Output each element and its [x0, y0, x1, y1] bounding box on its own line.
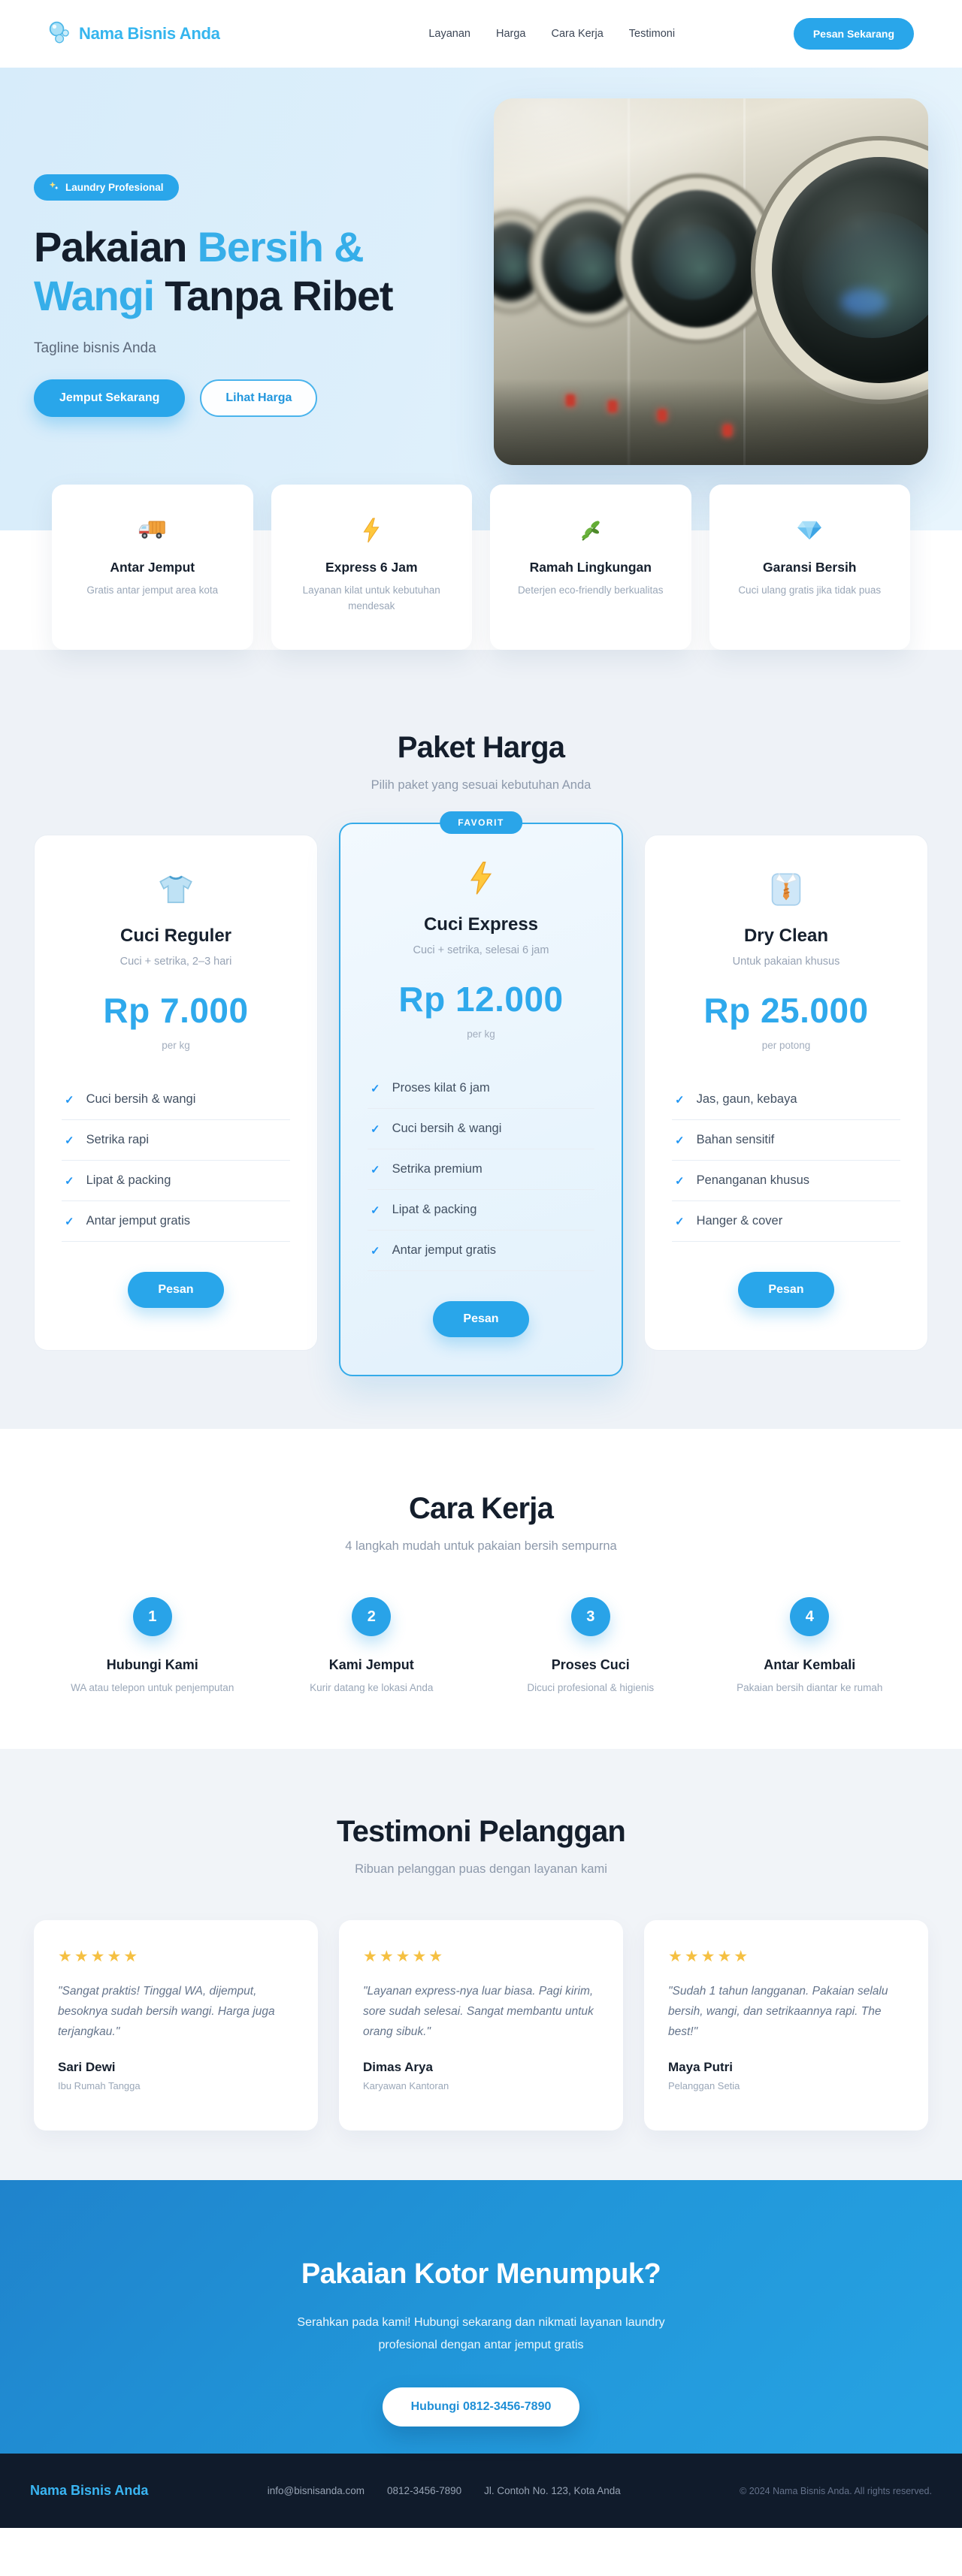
feature-card-antar-jemput [52, 485, 253, 650]
indicator-light [566, 394, 575, 406]
hero-badge [34, 174, 179, 201]
footer-phone: 0812-3456-7890 [387, 2485, 462, 2497]
testimonial-name: Maya Putri [668, 2060, 733, 2075]
step-2 [271, 1597, 473, 1693]
contact-phone-button[interactable]: Hubungi 0812-3456-7890 [383, 2387, 580, 2427]
check-icon: ✓ [65, 1174, 74, 1188]
nav-harga[interactable]: Harga [495, 28, 526, 40]
feature-card-eco [490, 485, 691, 650]
check-icon: ✓ [675, 1134, 685, 1147]
feature-card-garansi [709, 485, 911, 650]
feature-title: Express 6 Jam [325, 560, 418, 575]
plan-desc: Cuci + setrika, selesai 6 jam [413, 944, 549, 956]
main-nav [428, 28, 675, 40]
plan-feature: ✓ Proses kilat 6 jam [368, 1068, 594, 1109]
check-icon: ✓ [675, 1174, 685, 1188]
check-icon: ✓ [675, 1215, 685, 1228]
plan-feature: ✓ Cuci bersih & wangi [368, 1109, 594, 1149]
plan-features [62, 1080, 290, 1242]
shirt-tie-icon [672, 870, 900, 909]
order-plan-button[interactable]: Pesan [738, 1272, 833, 1308]
testimonial-quote: "Sudah 1 tahun langganan. Pakaian selalu bersih, wangi, dan setrikaannya rapi. The best!" [668, 1985, 888, 2039]
cta-text: Serahkan pada kami! Hubungi sekarang dan nikmati layanan laundry profesional dengan antar jemput gratis [297, 2316, 665, 2351]
testimonial-name: Dimas Arya [363, 2060, 433, 2075]
hero-tagline: Tagline bisnis Anda [34, 340, 156, 356]
step-1 [52, 1597, 253, 1693]
plan-card-cuci-express [339, 817, 623, 1376]
testimonial-role: Pelanggan Setia [668, 2080, 740, 2092]
header [0, 0, 962, 68]
testimonial-card [644, 1920, 928, 2131]
feature-desc: Layanan kilat untuk kebutuhan mendesak [302, 584, 440, 612]
feature-title: Ramah Lingkungan [529, 560, 652, 575]
check-icon: ✓ [371, 1122, 380, 1136]
check-icon: ✓ [371, 1244, 380, 1258]
step-4 [709, 1597, 911, 1693]
step-number: 2 [352, 1597, 391, 1636]
order-plan-button[interactable]: Pesan [128, 1272, 223, 1308]
step-desc: Kurir datang ke lokasi Anda [310, 1682, 434, 1693]
check-icon: ✓ [65, 1093, 74, 1107]
plan-features [672, 1080, 900, 1242]
plan-price: Rp 25.000 [703, 991, 869, 1030]
bolt-icon [368, 859, 594, 898]
pricing-section [0, 650, 962, 1429]
step-3 [490, 1597, 691, 1693]
plan-unit: per potong [761, 1040, 811, 1051]
how-it-works-section [0, 1429, 962, 1749]
plan-features [368, 1068, 594, 1271]
plan-feature: ✓ Lipat & packing [62, 1161, 290, 1201]
step-desc: Dicuci profesional & higienis [527, 1682, 655, 1693]
footer-contact [268, 2485, 621, 2496]
gem-icon [728, 515, 893, 546]
plan-price: Rp 7.000 [103, 991, 249, 1030]
brand-logo[interactable] [48, 20, 220, 48]
see-prices-button[interactable]: Lihat Harga [200, 379, 317, 417]
plan-feature: ✓ Penanganan khusus [672, 1161, 900, 1201]
testimonial-role: Karyawan Kantoran [363, 2080, 449, 2092]
hero-title: Pakaian Bersih & Wangi Tanpa Ribet [34, 223, 393, 319]
feature-desc: Gratis antar jemput area kota [86, 584, 219, 596]
plan-feature: ✓ Jas, gaun, kebaya [672, 1080, 900, 1120]
plan-card-cuci-reguler [34, 835, 318, 1351]
plan-feature: ✓ Antar jemput gratis [62, 1201, 290, 1242]
step-title: Kami Jemput [328, 1657, 414, 1672]
favorite-badge: FAVORIT [440, 811, 522, 834]
sparkle-icon [49, 181, 59, 194]
plan-name: Cuci Express [423, 914, 539, 935]
cta-title: Pakaian Kotor Menumpuk? [301, 2258, 661, 2290]
check-icon: ✓ [65, 1134, 74, 1147]
step-title: Antar Kembali [764, 1657, 856, 1672]
star-rating: ★★★★★ [58, 1948, 141, 1965]
step-desc: WA atau telepon untuk penjemputan [71, 1682, 234, 1693]
testimonial-quote: "Sangat praktis! Tinggal WA, dijemput, besoknya sudah bersih wangi. Harga juga terjangkau." [58, 1985, 275, 2039]
star-rating: ★★★★★ [363, 1948, 446, 1965]
dryer-door [755, 140, 928, 400]
testimonial-card [339, 1920, 623, 2131]
testimonials-title: Testimoni Pelanggan [336, 1815, 626, 1848]
star-rating: ★★★★★ [668, 1948, 751, 1965]
leaf-icon [508, 515, 673, 546]
step-number: 4 [790, 1597, 829, 1636]
feature-card-express [271, 485, 473, 650]
pricing-subtitle: Pilih paket yang sesuai kebutuhan Anda [371, 778, 591, 792]
pricing-title: Paket Harga [397, 731, 565, 764]
footer-address: Jl. Contoh No. 123, Kota Anda [484, 2485, 621, 2497]
hero-section [0, 68, 962, 530]
tshirt-icon [62, 870, 290, 909]
testimonials-subtitle: Ribuan pelanggan puas dengan layanan kami [355, 1862, 607, 1876]
testimonial-name: Sari Dewi [58, 2060, 116, 2075]
plan-feature: ✓ Cuci bersih & wangi [62, 1080, 290, 1120]
feature-desc: Deterjen eco-friendly berkualitas [517, 584, 664, 596]
plan-feature: ✓ Bahan sensitif [672, 1120, 900, 1161]
order-plan-button[interactable]: Pesan [433, 1301, 528, 1337]
check-icon: ✓ [371, 1203, 380, 1217]
cta-section [0, 2180, 962, 2454]
truck-icon [70, 515, 235, 546]
hero-badge-label: Laundry Profesional [65, 182, 164, 193]
plan-unit: per kg [467, 1028, 495, 1040]
step-number: 1 [133, 1597, 172, 1636]
plan-feature: ✓ Lipat & packing [368, 1190, 594, 1231]
nav-cara-kerja[interactable]: Cara Kerja [551, 28, 604, 40]
plan-desc: Cuci + setrika, 2–3 hari [119, 956, 232, 968]
footer [0, 2454, 962, 2528]
bubbles-icon [48, 20, 72, 48]
step-title: Hubungi Kami [106, 1657, 198, 1672]
testimonial-card [34, 1920, 318, 2131]
testimonial-role: Ibu Rumah Tangga [58, 2080, 141, 2092]
step-desc: Pakaian bersih diantar ke rumah [737, 1682, 883, 1693]
order-now-button[interactable]: Pesan Sekarang [794, 18, 914, 50]
pickup-now-button[interactable]: Jemput Sekarang [34, 379, 185, 417]
control-panel-strip [494, 379, 928, 465]
footer-copyright: © 2024 Nama Bisnis Anda. All rights reserved. [740, 2485, 932, 2496]
dryer-door [620, 178, 774, 340]
indicator-light [723, 424, 732, 436]
footer-email: info@bisnisanda.com [267, 2485, 365, 2497]
plan-desc: Untuk pakaian khusus [732, 956, 840, 968]
check-icon: ✓ [371, 1163, 380, 1176]
hero-image [494, 98, 928, 465]
check-icon: ✓ [371, 1082, 380, 1095]
plan-card-dry-clean [644, 835, 928, 1351]
how-title: Cara Kerja [408, 1492, 554, 1525]
nav-testimoni[interactable]: Testimoni [628, 28, 676, 40]
check-icon: ✓ [675, 1093, 685, 1107]
indicator-light [608, 400, 617, 412]
brand-name: Nama Bisnis Anda [79, 24, 220, 43]
plan-name: Dry Clean [743, 926, 829, 946]
bolt-icon [289, 515, 455, 546]
how-subtitle: 4 langkah mudah untuk pakaian bersih sempurna [345, 1539, 617, 1553]
plan-price: Rp 12.000 [398, 980, 564, 1019]
plan-feature: ✓ Hanger & cover [672, 1201, 900, 1242]
plan-feature: ✓ Setrika premium [368, 1149, 594, 1190]
footer-brand: Nama Bisnis Anda [30, 2483, 149, 2499]
check-icon: ✓ [65, 1215, 74, 1228]
plan-name: Cuci Reguler [119, 926, 232, 946]
step-title: Proses Cuci [551, 1657, 630, 1672]
feature-title: Antar Jemput [110, 560, 195, 575]
plan-feature: ✓ Setrika rapi [62, 1120, 290, 1161]
nav-layanan[interactable]: Layanan [428, 28, 470, 40]
indicator-light [658, 409, 667, 421]
plan-feature: ✓ Antar jemput gratis [368, 1231, 594, 1271]
feature-title: Garansi Bersih [763, 560, 857, 575]
testimonial-quote: "Layanan express-nya luar biasa. Pagi kirim, sore sudah selesai. Sangat membantu untuk orang sibuk." [363, 1985, 594, 2039]
feature-desc: Cuci ulang gratis jika tidak puas [738, 584, 882, 596]
plan-unit: per kg [162, 1040, 190, 1051]
testimonials-section [0, 1749, 962, 2180]
step-number: 3 [571, 1597, 610, 1636]
